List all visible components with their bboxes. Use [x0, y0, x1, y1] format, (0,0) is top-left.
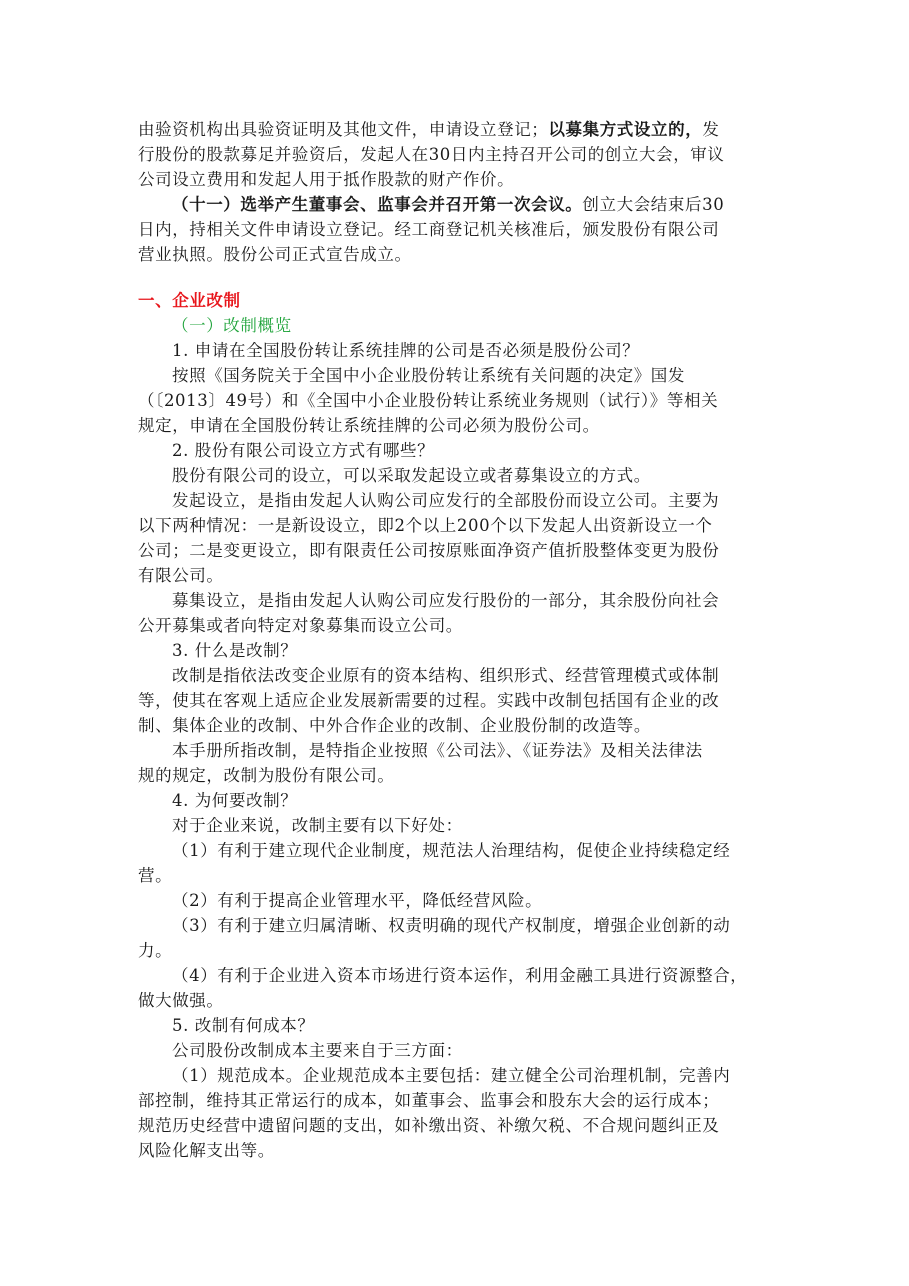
- paragraph-line: 公司股份改制成本主要来自于三方面：: [172, 1041, 463, 1060]
- paragraph-line: 对于企业来说，改制主要有以下好处：: [172, 816, 463, 835]
- paragraph-line: 发起设立，是指由发起人认购公司应发行的全部股份而设立公司。主要为: [172, 491, 720, 510]
- paragraph-line: 做大做强。: [138, 991, 224, 1010]
- list-item: （2）有利于提高企业管理水平，降低经营风险。: [172, 891, 543, 910]
- paragraph-line: 以下两种情况：一是新设设立，即2个以上200个以下发起人出资新设立一个: [138, 516, 713, 535]
- list-item: （1）规范成本。企业规范成本主要包括：建立健全公司治理机制，完善内: [172, 1066, 731, 1085]
- paragraph-line: 制、集体企业的改制、中外合作企业的改制、企业股份制的改造等。: [138, 716, 651, 735]
- paragraph-line: 等，使其在客观上适应企业发展新需要的过程。实践中改制包括国有企业的改: [138, 691, 720, 710]
- paragraph-line: 募集设立，是指由发起人认购公司应发行股份的一部分，其余股份向社会: [172, 591, 720, 610]
- paragraph-line: 规的规定，改制为股份有限公司。: [138, 766, 395, 785]
- list-item: （1）有利于建立现代企业制度，规范法人治理结构，促使企业持续稳定经: [172, 841, 731, 860]
- paragraph-line: 股份有限公司的设立，可以采取发起设立或者募集设立的方式。: [172, 466, 651, 485]
- question-heading: 3. 什么是改制？: [172, 641, 298, 660]
- paragraph-line: 由验资机构出具验资证明及其他文件，申请设立登记；以募集方式设立的，发: [138, 120, 720, 139]
- section-heading-eleven: （十一）选举产生董事会、监事会并召开第一次会议。创立大会结束后30: [172, 195, 725, 214]
- paragraph-line: 公司设立费用和发起人用于抵作股款的财产作价。: [138, 170, 515, 189]
- question-heading: 5. 改制有何成本？: [172, 1016, 315, 1035]
- question-heading: 2. 股份有限公司设立方式有哪些？: [172, 441, 435, 460]
- paragraph-line: 规范历史经营中遗留问题的支出，如补缴出资、补缴欠税、不合规问题纠正及: [138, 1116, 720, 1135]
- question-heading: 4. 为何要改制？: [172, 791, 298, 810]
- paragraph-line: 公司；二是变更设立，即有限责任公司按原账面净资产值折股整体变更为股份: [138, 541, 720, 560]
- paragraph-line: 规定，申请在全国股份转让系统挂牌的公司必须为股份公司。: [138, 416, 600, 435]
- paragraph-line: 公开募集或者向特定对象募集而设立公司。: [138, 616, 463, 635]
- paragraph-line: 改制是指依法改变企业原有的资本结构、组织形式、经营管理模式或体制: [172, 666, 720, 685]
- paragraph-line: 按照《国务院关于全国中小企业股份转让系统有关问题的决定》国发: [172, 366, 685, 385]
- paragraph-line: （〔2013〕49号）和《全国中小企业股份转让系统业务规则（试行）》等相关: [138, 391, 719, 410]
- chapter-heading: 一、企业改制: [138, 291, 241, 310]
- subsection-heading: （一）改制概览: [172, 316, 292, 335]
- paragraph-line: 日内，持相关文件申请设立登记。经工商登记机关核准后，颁发股份有限公司: [138, 220, 720, 239]
- paragraph-line: 本手册所指改制，是特指企业按照《公司法》、《证券法》及相关法律法: [172, 741, 703, 760]
- paragraph-line: 行股份的股款募足并验资后，发起人在30日内主持召开公司的创立大会，审议: [138, 145, 725, 164]
- paragraph-line: 营。: [138, 866, 173, 885]
- question-heading: 1. 申请在全国股份转让系统挂牌的公司是否必须是股份公司？: [172, 341, 640, 360]
- paragraph-line: 风险化解支出等。: [138, 1141, 275, 1160]
- paragraph-line: 力。: [138, 941, 173, 960]
- paragraph-line: 部控制，维持其正常运行的成本，如董事会、监事会和股东大会的运行成本；: [138, 1091, 720, 1110]
- paragraph-line: 营业执照。股份公司正式宣告成立。: [138, 245, 412, 264]
- list-item: （4）有利于企业进入资本市场进行资本运作，利用金融工具进行资源整合，: [172, 966, 748, 985]
- list-item: （3）有利于建立归属清晰、权责明确的现代产权制度，增强企业创新的动: [172, 916, 731, 935]
- paragraph-line: 有限公司。: [138, 566, 224, 585]
